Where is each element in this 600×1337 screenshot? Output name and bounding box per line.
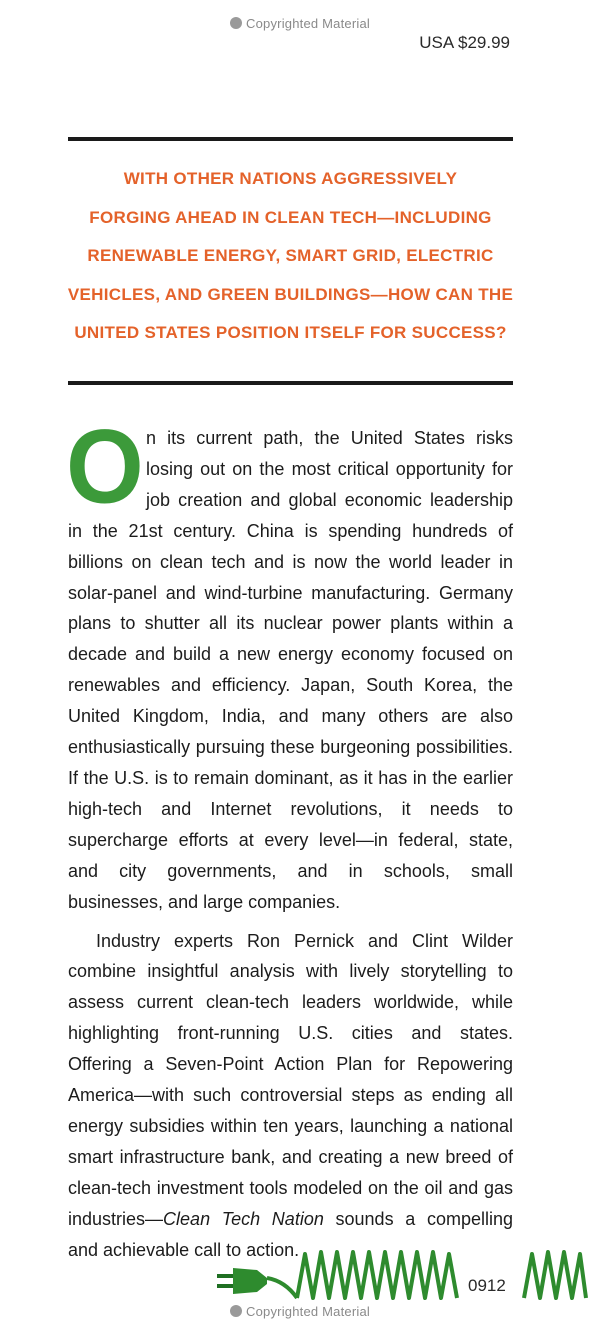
- headline-line: UNITED STATES POSITION ITSELF FOR SUCCESS?: [74, 323, 507, 342]
- coiled-cord-icon: [297, 1252, 457, 1298]
- headline: [60, 160, 521, 353]
- copyright-watermark-top: [0, 16, 600, 31]
- body-copy: [66, 408, 513, 1265]
- watermark-text-bottom: Copyrighted Material: [246, 1304, 370, 1319]
- product-code: 0912: [468, 1276, 506, 1295]
- copyright-icon: [230, 17, 242, 29]
- plug-icon: [217, 1268, 297, 1298]
- coiled-cord-end-icon: [524, 1252, 586, 1298]
- headline-line: VEHICLES, AND GREEN BUILDINGS—HOW CAN THE: [67, 284, 514, 304]
- copyright-watermark-bottom: [0, 1304, 600, 1319]
- headline-line: RENEWABLE ENERGY, SMART GRID, ELECTRIC: [87, 246, 494, 265]
- copyright-icon: [230, 1305, 242, 1317]
- paragraph-2-end: sounds a compelling and achievable call to action.: [68, 1208, 513, 1260]
- paragraph-2: [68, 926, 513, 1266]
- book-title: Clean Tech Nation: [163, 1208, 324, 1229]
- coiled-cord-end-illustration: [522, 1232, 588, 1312]
- price-label: USA $29.99: [419, 33, 510, 52]
- headline-line: FORGING AHEAD IN CLEAN TECH—INCLUDING: [89, 207, 492, 227]
- drop-cap: O: [66, 408, 144, 526]
- green-plug-cord-illustration: [205, 1232, 465, 1312]
- top-rule: [68, 137, 513, 141]
- watermark-text-top: Copyrighted Material: [246, 16, 370, 31]
- bottom-rule: [68, 381, 513, 385]
- headline-line: WITH OTHER NATIONS AGGRESSIVELY: [123, 169, 458, 188]
- paragraph-2-start: Industry experts Ron Pernick and Clint Wilder combine insightful analysis with lively storytelling to assess current clean-tech leaders worldwide, while highlighting front-running U.S. cities and states. Offering a Seven-Point Action Plan for Repowering America—with such controversial steps as ending all energy subsidies within ten years, launching a national smart infrastructure bank, and creating a new breed of clean-tech investment tools modeled on the oil and gas industries—: [68, 930, 513, 1229]
- paragraph-1-text: n its current path, the United States risks losing out on the most critical opportunity for job creation and global economic leadership in the 21st century. China is spending hundreds of billions on clean tech and is now the world leader in solar-panel and wind-turbine manufacturing. Germany plans to shutter all its nuclear power plants within a decade and build a new energy economy focused on renewables and efficiency. Japan, South Korea, the United Kingdom, India, and many others are also enthusiastically pursuing these burgeoning possibilities. If the U.S. is to remain dominant, as it has in the earlier high-tech and Internet revolutions, it needs to supercharge efforts at every level—in federal, state, and city governments, and in schools, small businesses, and large companies.: [68, 428, 513, 912]
- paragraph-1: [66, 408, 513, 918]
